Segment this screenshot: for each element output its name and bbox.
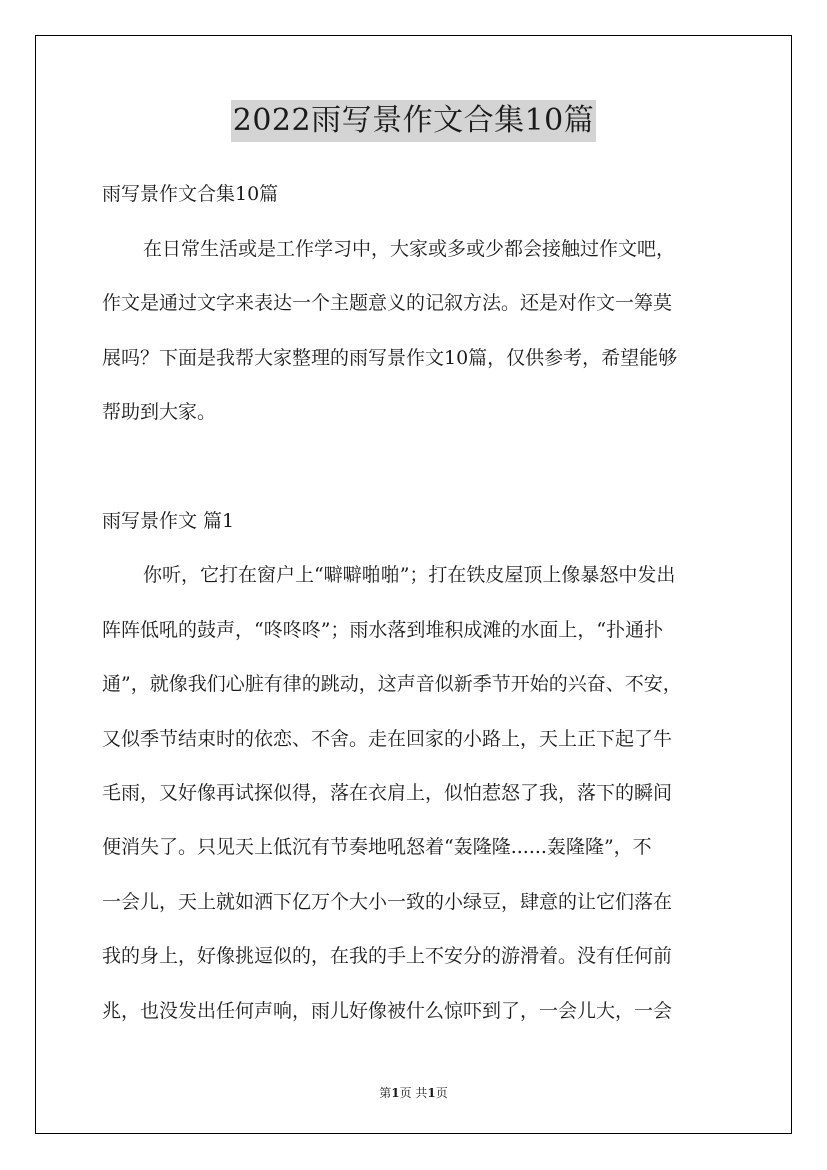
intro-line-1: 在日常生活或是工作学习中，大家或多或少都会接触过作文吧， bbox=[143, 238, 676, 260]
body-line-3: 通”，就像我们心脏有律的跳动，这声音似新季节开始的兴奋、不安， bbox=[102, 673, 682, 695]
body-line-5: 毛雨，又好像再试探似得，落在衣肩上，似怕惹怒了我，落下的瞬间 bbox=[102, 782, 673, 804]
body-line-4: 又似季节结束时的依恋、不舍。走在回家的小路上，天上正下起了牛 bbox=[102, 728, 673, 750]
body-line-1: 你听，它打在窗户上“噼噼啪啪”；打在铁皮屋顶上像暴怒中发出 bbox=[143, 564, 676, 586]
intro-line-2: 作文是通过文字来表达一个主题意义的记叙方法。还是对作文一筹莫 bbox=[102, 292, 673, 314]
footer-page-mid: 页 共 bbox=[399, 1086, 428, 1100]
section-heading: 雨写景作文 篇1 bbox=[102, 510, 235, 532]
intro-line-4: 帮助到大家。 bbox=[102, 401, 217, 423]
intro-line-3: 展吗？下面是我帮大家整理的雨写景作文10篇，仅供参考，希望能够 bbox=[102, 347, 678, 369]
document-title bbox=[0, 100, 827, 142]
document-title-text: 2022雨写景作文合集10篇 bbox=[231, 100, 597, 142]
body-line-8: 我的身上，好像挑逗似的，在我的手上不安分的游滑着。没有任何前 bbox=[102, 945, 673, 967]
footer-page-number: 1 bbox=[391, 1086, 400, 1100]
body-line-7: 一会儿，天上就如洒下亿万个大小一致的小绿豆，肆意的让它们落在 bbox=[102, 891, 673, 913]
footer-page-suffix: 页 bbox=[435, 1086, 448, 1100]
footer-page-prefix: 第 bbox=[379, 1086, 392, 1100]
footer-page-total: 1 bbox=[427, 1086, 436, 1100]
body-line-6: 便消失了。只见天上低沉有节奏地吼怒着“轰隆隆......轰隆隆”，不 bbox=[102, 836, 652, 858]
document-subtitle: 雨写景作文合集10篇 bbox=[102, 183, 279, 205]
body-line-2: 阵阵低吼的鼓声，“咚咚咚”；雨水落到堆积成滩的水面上，“扑通扑 bbox=[102, 619, 664, 641]
page-footer bbox=[0, 1085, 827, 1101]
body-line-9: 兆，也没发出任何声响，雨儿好像被什么惊吓到了，一会儿大，一会 bbox=[102, 1000, 673, 1022]
